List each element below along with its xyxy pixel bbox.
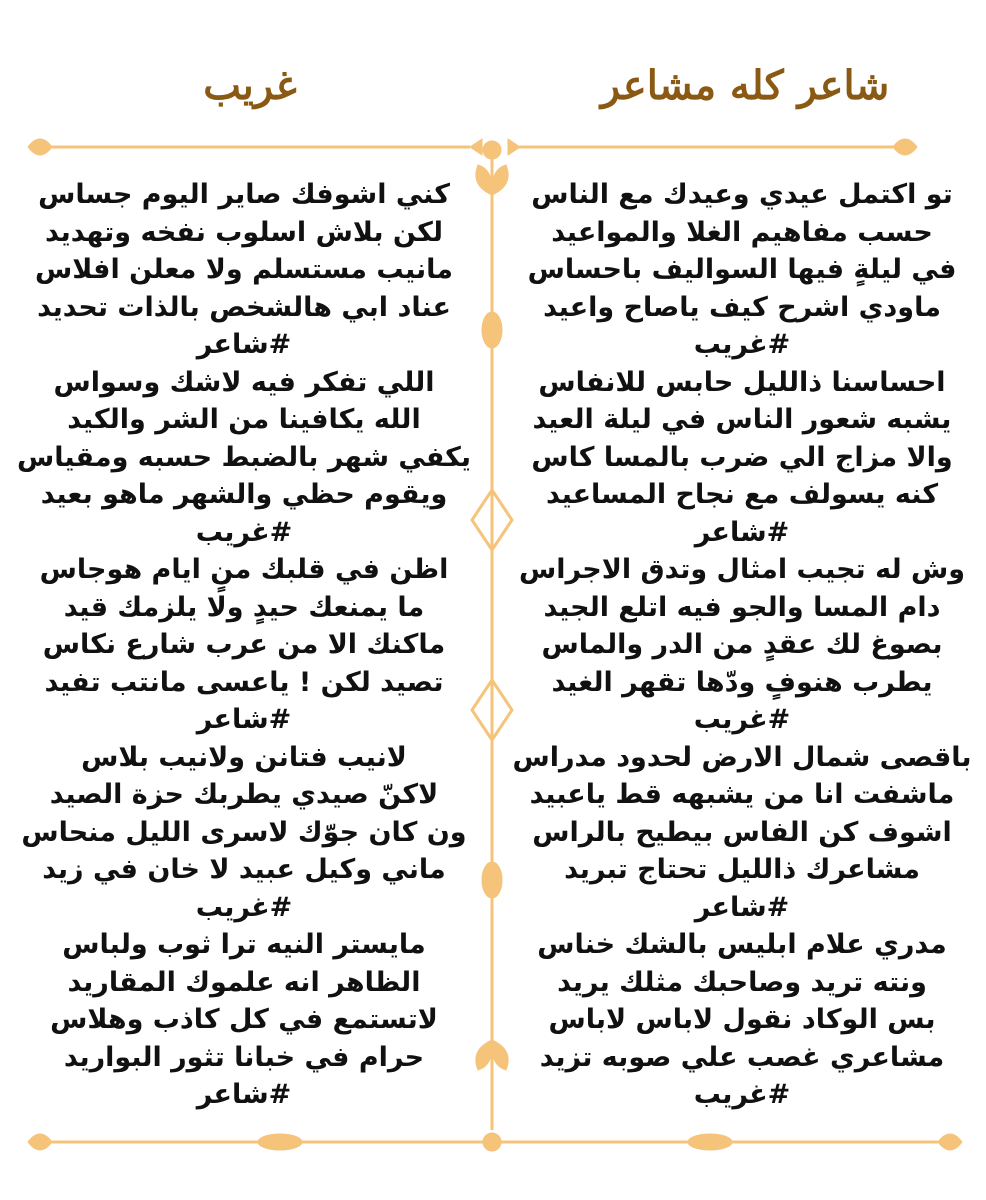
verse-line: عناد ابي هالشخص بالذات تحديد xyxy=(37,291,451,323)
hashtag-label: #شاعر xyxy=(196,704,292,735)
poem-column-right xyxy=(512,176,972,1114)
verse-line: تصيد لكن ! ياعسى مانتب تفيد xyxy=(44,666,444,698)
verse-line: بصوغ لك عقدٍ من الدر والماس xyxy=(541,629,943,660)
verse-line: كنه يسولف مع نجاح المساعيد xyxy=(545,479,939,510)
hashtag-label: #غريب xyxy=(693,1079,791,1110)
verse-line: يطرب هنوفٍ ودّها تقهر الغيد xyxy=(551,666,933,698)
verse-line: يكفي شهر بالضبط حسبه ومقياس xyxy=(17,441,471,473)
top-left-flourish xyxy=(28,139,52,155)
hashtag-label: #شاعر xyxy=(196,329,292,360)
verse-line: حسب مفاهيم الغلا والمواعيد xyxy=(551,216,933,248)
verse-line: لاتستمع في كل كاذب وهلاس xyxy=(50,1004,438,1035)
verse-line: دام المسا والجو فيه اتلع الجيد xyxy=(543,591,941,623)
hashtag-label: #شاعر xyxy=(694,891,790,923)
bottom-left-leaf xyxy=(258,1134,302,1150)
hashtag-label: #غريب xyxy=(195,891,293,923)
top-right-arrow xyxy=(508,139,520,155)
verse-line: احساسنا ذالليل حابس للانفاس xyxy=(538,366,946,398)
hashtag-label: #غريب xyxy=(693,704,791,735)
verse-line: تو اكتمل عيدي وعيدك مع الناس xyxy=(531,179,953,210)
poem-title-left: غريب xyxy=(203,62,297,109)
verse-line: اظن في قلبك منٍ ايام هوجاس xyxy=(39,554,449,585)
verse-line: مشاعرك ذالليل تحتاج تبريد xyxy=(564,854,920,885)
poem-column-left xyxy=(14,176,474,1114)
verse-line: يشبه شعور الناس في ليلة العيد xyxy=(532,404,952,435)
verse-line: وش له تجيب امثال وتدق الاجراس xyxy=(518,554,966,585)
verse-line: الله يكافينا من الشر والكيد xyxy=(67,404,421,435)
top-left-arrow xyxy=(470,139,482,155)
hashtag-label: #شاعر xyxy=(694,516,790,548)
verse-line: في ليلةٍ فيها السواليف باحساس xyxy=(527,254,957,285)
verse-line: الظاهر انه علموك المقاريد xyxy=(67,966,421,998)
verse-line: لانيب فتانن ولانيب بلاس xyxy=(81,741,407,773)
top-right-flourish xyxy=(893,139,917,155)
verse-line: باقصى شمال الارض لحدود مدراس xyxy=(512,741,972,773)
verse-line: ونته تريد وصاحبك مثلك يريد xyxy=(557,966,927,998)
verse-line: ويقوم حظي والشهر ماهو بعيد xyxy=(40,479,448,510)
verse-line: ماشفت انا من يشبهه قط ياعبيد xyxy=(529,779,955,810)
verse-line: حرام في خبانا تثور البواريد xyxy=(63,1041,425,1073)
verse-line: بس الوكاد نقول لاباس لاباس xyxy=(548,1004,936,1035)
verse-line: مايستر النيه ترا ثوب ولباس xyxy=(62,929,426,960)
verse-line: ما يمنعك حيدٍ ولا يلزمك قيد xyxy=(63,591,425,623)
verse-line: كني اشوفك صاير اليوم جساس xyxy=(38,179,450,210)
divider-bud-1 xyxy=(482,312,502,348)
verse-line: مشاعري غصب علي صوبه تزيد xyxy=(539,1041,945,1073)
verse-line: ماكنك الا من عرب شارع نكاس xyxy=(42,629,446,660)
verse-line: ماني وكيل عبيد لا خان في زيد xyxy=(42,854,446,885)
verse-line: اللي تفكر فيه لاشك وسواس xyxy=(53,366,435,398)
divider-bud-2 xyxy=(482,862,502,898)
divider-knot-top xyxy=(483,141,501,159)
verse-line: ون كان جوّك لاسرى الليل منحاس xyxy=(21,816,467,848)
verse-line: اشوف كن الفاس بيطيح بالراس xyxy=(532,816,952,848)
hashtag-label: #غريب xyxy=(195,516,293,548)
verse-line: لاكنّ صيدي يطربك حزة الصيد xyxy=(49,779,439,810)
verse-line: مدري علام ابليس بالشك خناس xyxy=(537,929,947,960)
bottom-left-flourish xyxy=(28,1134,52,1150)
bottom-right-flourish xyxy=(938,1134,962,1150)
hashtag-label: #غريب xyxy=(693,329,791,360)
verse-line: والا مزاج الي ضرب بالمسا كاس xyxy=(531,441,953,473)
verse-line: لكن بلاش اسلوب نفخه وتهديد xyxy=(45,216,443,248)
poem-title-right: شاعر كله مشاعر xyxy=(600,62,890,109)
verse-line: ماودي اشرح كيف ياصاح واعيد xyxy=(543,291,941,323)
hashtag-label: #شاعر xyxy=(196,1079,292,1110)
bottom-right-leaf xyxy=(688,1134,732,1150)
verse-line: مانيب مستسلم ولا معلن افلاس xyxy=(35,254,453,285)
